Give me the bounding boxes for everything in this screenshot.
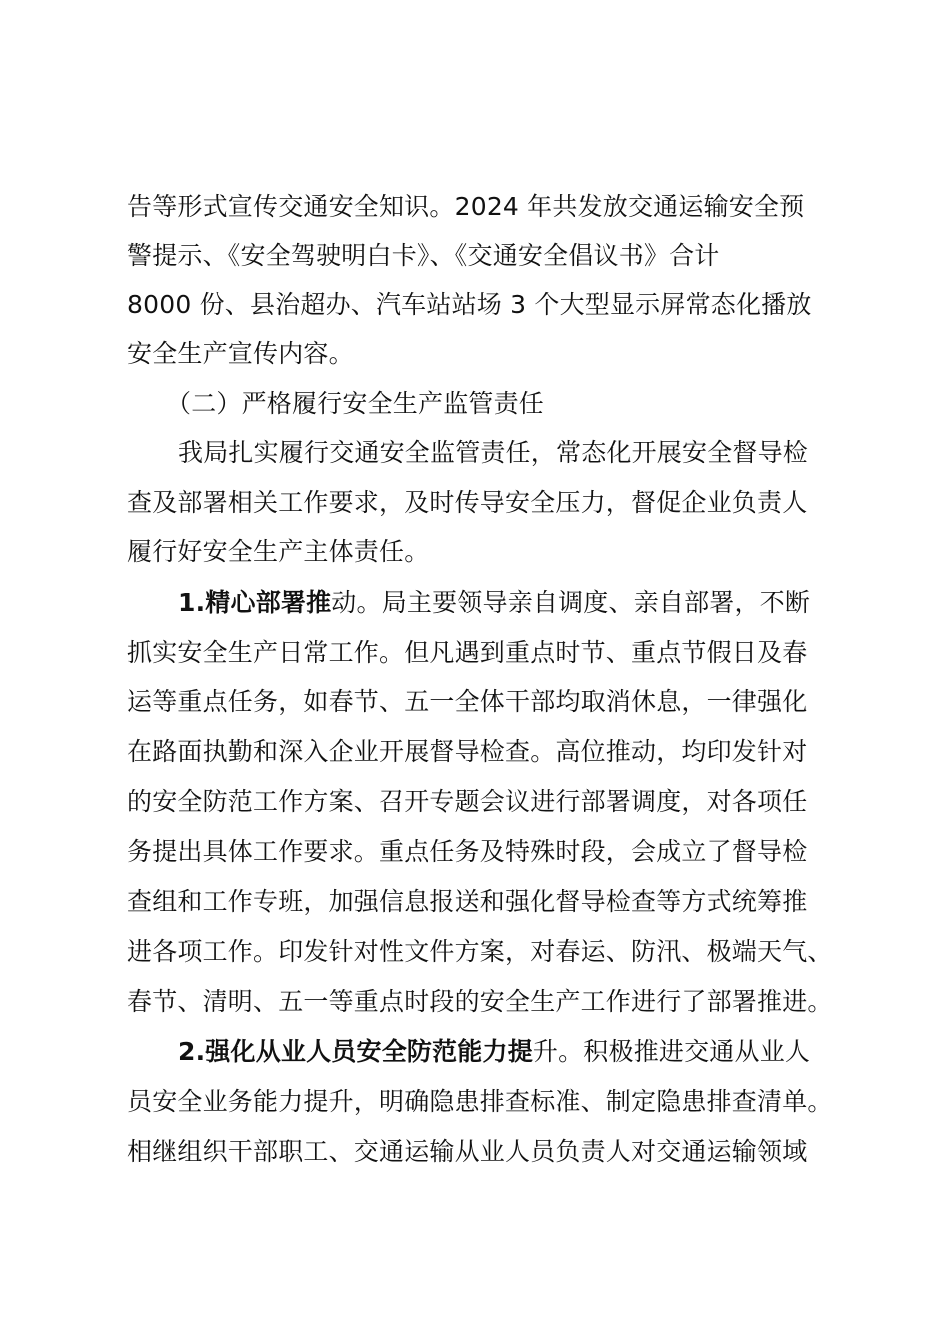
paragraph-2-line-1: 我局扎实履行交通安全监管责任，常态化开展安全督导检 [178, 438, 809, 467]
item-2-line-2: 员安全业务能力提升，明确隐患排查标准、制定隐患排查清单。 [127, 1087, 833, 1116]
paragraph-1-line-2: 警提示、《安全驾驶明白卡》、《交通安全倡议书》合计 [127, 241, 720, 270]
paragraph-1-line-4: 安全生产宣传内容。 [127, 339, 354, 368]
item-2-line-3: 相继组织干部职工、交通运输从业人员负责人对交通运输领域 [127, 1137, 808, 1166]
item-1-line-3: 运等重点任务，如春节、五一全体干部均取消休息，一律强化 [127, 687, 808, 716]
item-1-line-4: 在路面执勤和深入企业开展督导检查。高位推动，均印发针对 [127, 737, 808, 766]
item-2-first-line-text: 升。积极推进交通从业人 [532, 1037, 811, 1066]
item-1-line-8: 进各项工作。印发针对性文件方案，对春运、防汛、极端天气、 [127, 937, 833, 966]
item-2-title: 2.强化从业人员安全防范能力提 [178, 1037, 533, 1066]
section-heading: （二）严格履行安全生产监管责任 [166, 389, 545, 418]
item-1-first-line [178, 586, 810, 620]
item-1-line-2: 抓实安全生产日常工作。但凡遇到重点时节、重点节假日及春 [127, 638, 808, 667]
item-1-line-9: 春节、清明、五一等重点时段的安全生产工作进行了部署推进。 [127, 987, 833, 1016]
paragraph-1-line-3: 8000 份、县治超办、汽车站站场 3 个大型显示屏常态化播放 [127, 290, 812, 319]
item-1-title: 1.精心部署推 [178, 588, 332, 617]
item-1-line-7: 查组和工作专班，加强信息报送和强化督导检查等方式统筹推 [127, 887, 808, 916]
item-1-first-line-text: 动。局主要领导亲自调度、亲自部署，不断 [331, 588, 811, 617]
item-1-line-5: 的安全防范工作方案、召开专题会议进行部署调度，对各项任 [127, 787, 808, 816]
paragraph-2-line-2: 查及部署相关工作要求，及时传导安全压力，督促企业负责人 [127, 488, 808, 517]
item-1-line-6: 务提出具体工作要求。重点任务及特殊时段，会成立了督导检 [127, 837, 808, 866]
paragraph-1-line-1: 告等形式宣传交通安全知识。2024 年共发放交通运输安全预 [127, 192, 805, 221]
item-2-first-line [178, 1035, 810, 1069]
paragraph-2-line-3: 履行好安全生产主体责任。 [127, 537, 430, 566]
